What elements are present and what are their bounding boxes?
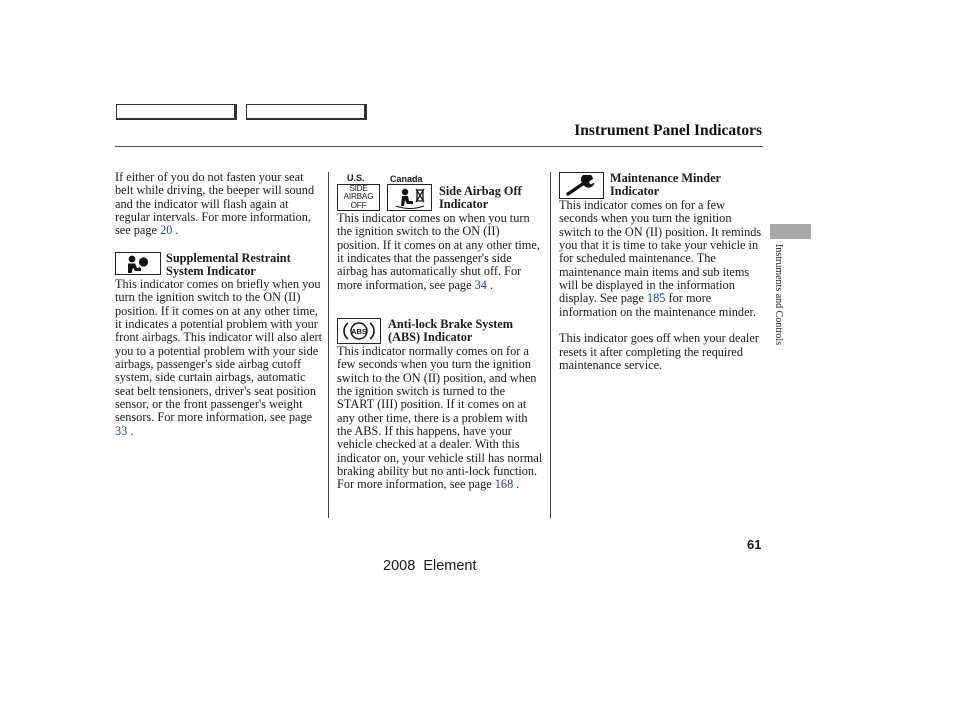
wrench-icon xyxy=(564,175,600,197)
mm-heading xyxy=(610,172,760,199)
nav-button-1[interactable] xyxy=(116,104,237,120)
airbag-person-icon xyxy=(123,254,153,274)
abs-heading xyxy=(388,318,548,345)
seatbelt-page-link[interactable]: 20 xyxy=(160,223,173,238)
section-tab-marker[interactable] xyxy=(770,224,811,239)
srs-icon-box xyxy=(115,252,161,275)
abs-page-link[interactable]: 168 xyxy=(494,477,514,492)
mm-heading-line2: Indicator xyxy=(610,184,660,199)
srs-body xyxy=(115,278,323,438)
side-airbag-off-text-icon xyxy=(337,184,380,211)
sab-body xyxy=(337,212,545,292)
sab-text: This indicator comes on when you turn the ignition switch to the ON (II) position. If it comes on at any other time, it indicates that the passenger's side airbag has automatically shut off. For more information, see page xyxy=(337,211,540,292)
sab-heading xyxy=(439,185,547,212)
abs-icon-text: ABS xyxy=(351,327,367,336)
section-tab-label: Instruments and Controls xyxy=(773,244,784,346)
side-airbag-off-seat-icon xyxy=(387,184,432,211)
label-canada: Canada xyxy=(390,174,423,184)
srs-heading xyxy=(166,252,321,279)
page-title: Instrument Panel Indicators xyxy=(574,122,762,139)
mm-text: This indicator comes on for a few seconds when you turn the ignition switch to the ON (II) position. It reminds you that it is time to take your vehicle in for scheduled maintenance. The maintenance main items and sub items will be displayed in the information display. See page xyxy=(559,198,762,306)
srs-heading-line1: Supplemental Restraint xyxy=(166,251,291,265)
mm-body xyxy=(559,199,764,372)
srs-paragraph: This indicator comes on briefly when you turn the ignition switch to the ON (II) position. If it comes on at any other time, it indicates a potential problem with your front airbags. This indicator will also alert you to a potential problem with your side airbags, passenger's side airbag cutoff system, side curtain airbags, automatic seat belt tensioners, driver's seat position sensor, or the front passenger's weight sensors. For more information, see page 33 . xyxy=(115,277,323,438)
mm-page-link[interactable]: 185 xyxy=(647,291,666,306)
nav-button-2[interactable] xyxy=(246,104,367,120)
sab-icon-text: SIDE AIRBAG OFF xyxy=(343,184,374,210)
seatbelt-text: If either of you do not fasten your seat belt while driving, the beeper will sound and the indicator will flash again at regular intervals. For more information, see page xyxy=(115,170,315,238)
mm-text-after: for more information on the maintenance minder. xyxy=(559,291,757,319)
mm-paragraph xyxy=(559,199,764,319)
column-divider-1 xyxy=(328,172,329,518)
abs-icon-box xyxy=(337,318,381,344)
srs-page-link[interactable]: 33 xyxy=(115,423,128,438)
seatbelt-paragraph: If either of you do not fasten your seat belt while driving, the beeper will sound and the indicator will flash again at regular intervals. For more information, see page 20 . xyxy=(115,170,315,238)
sab-heading-line1: Side Airbag Off xyxy=(439,184,522,198)
abs-heading-line1: Anti-lock Brake System xyxy=(388,317,514,331)
abs-paragraph: This indicator normally comes on for a few seconds when you turn the ignition switch to the ON (II) position, and when the ignition switch is turned to the START (III) position. If it comes on at any other time, there is a problem with the ABS. If this happens, have your vehicle checked at a dealer. With this indicator on, your vehicle still has normal braking ability but no anti-lock function. For more information, see page 168 . xyxy=(337,344,543,492)
abs-body xyxy=(337,345,545,492)
column-divider-2 xyxy=(550,172,551,518)
footer-model: 2008 Element xyxy=(383,558,477,574)
abs-heading-line2: (ABS) Indicator xyxy=(388,330,473,345)
label-us: U.S. xyxy=(347,173,365,183)
sab-heading-line2: Indicator xyxy=(439,197,489,212)
mm-paragraph-2: This indicator goes off when your dealer resets it after completing the required maintenance service. xyxy=(559,331,759,373)
maintenance-icon-box xyxy=(559,172,604,199)
column-1 xyxy=(115,171,323,238)
page-number: 61 xyxy=(747,537,762,552)
sab-paragraph: This indicator comes on when you turn the ignition switch to the ON (II) position. If it comes on at any other time, it indicates that the passenger's side airbag has automatically shut off. For more information, see page 34 . xyxy=(337,211,540,292)
mm-heading-line1: Maintenance Minder xyxy=(610,171,721,185)
srs-text: This indicator comes on briefly when you turn the ignition switch to the ON (II) position. If it comes on at any other time, it indicates a potential problem with your front airbags. This indicator will also alert you to a potential problem with your side airbags, passenger's side airbag cutoff system, side curtain airbags, automatic seat belt tensioners, driver's seat position sensor, or the front passenger's weight sensors. For more information, see page xyxy=(115,277,323,425)
srs-heading-line2: System Indicator xyxy=(166,264,256,279)
abs-circle-icon xyxy=(342,320,376,342)
abs-text: This indicator normally comes on for a few seconds when you turn the ignition switch to the ON (II) position, and when the ignition switch is turned to the START (III) position. If it comes on at any other time, there is a problem with the ABS. If this happens, have your vehicle checked at a dealer. With this indicator on, your vehicle still has normal braking ability but no anti-lock function. For more information, see page xyxy=(337,344,543,492)
title-divider xyxy=(115,146,763,147)
sab-page-link[interactable]: 34 xyxy=(474,277,487,292)
